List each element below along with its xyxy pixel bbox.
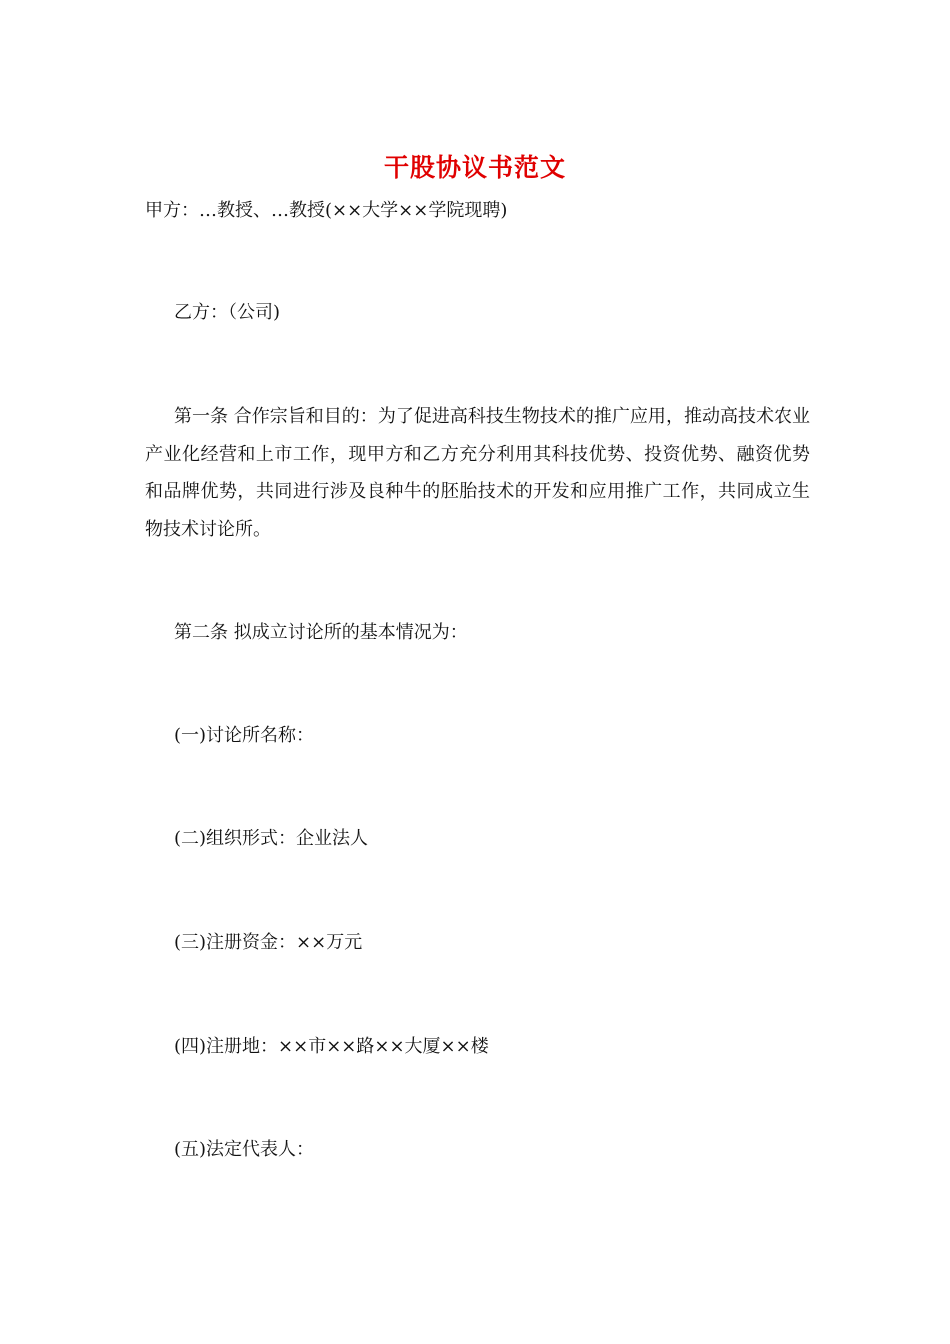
article-1-paragraph: 第一条 合作宗旨和目的：为了促进高科技生物技术的推广应用，推动高技术农业产业化经营和上市工作，现甲方和乙方充分利用其科技优势、投资优势、融资优势和品牌优势，共同进行涉及良种牛的胚胎技术的开发和应用推广工作，共同成立生物技术讨论所。 <box>145 406 810 540</box>
list-item: (二)组织形式：企业法人 <box>174 828 369 849</box>
list-item: (三)注册资金：××万元 <box>174 932 363 953</box>
party-b-line: 乙方：（公司) <box>174 302 281 323</box>
document-title: 干股协议书范文 <box>383 153 566 182</box>
list-item: (五)法定代表人： <box>174 1139 315 1160</box>
list-item: (四)注册地：××市××路××大厦××楼 <box>174 1036 489 1057</box>
article-2-line: 第二条 拟成立讨论所的基本情况为： <box>174 622 468 643</box>
party-a-line: 甲方：…教授、…教授(××大学××学院现聘) <box>145 200 508 221</box>
list-item: (一)讨论所名称： <box>174 725 315 746</box>
